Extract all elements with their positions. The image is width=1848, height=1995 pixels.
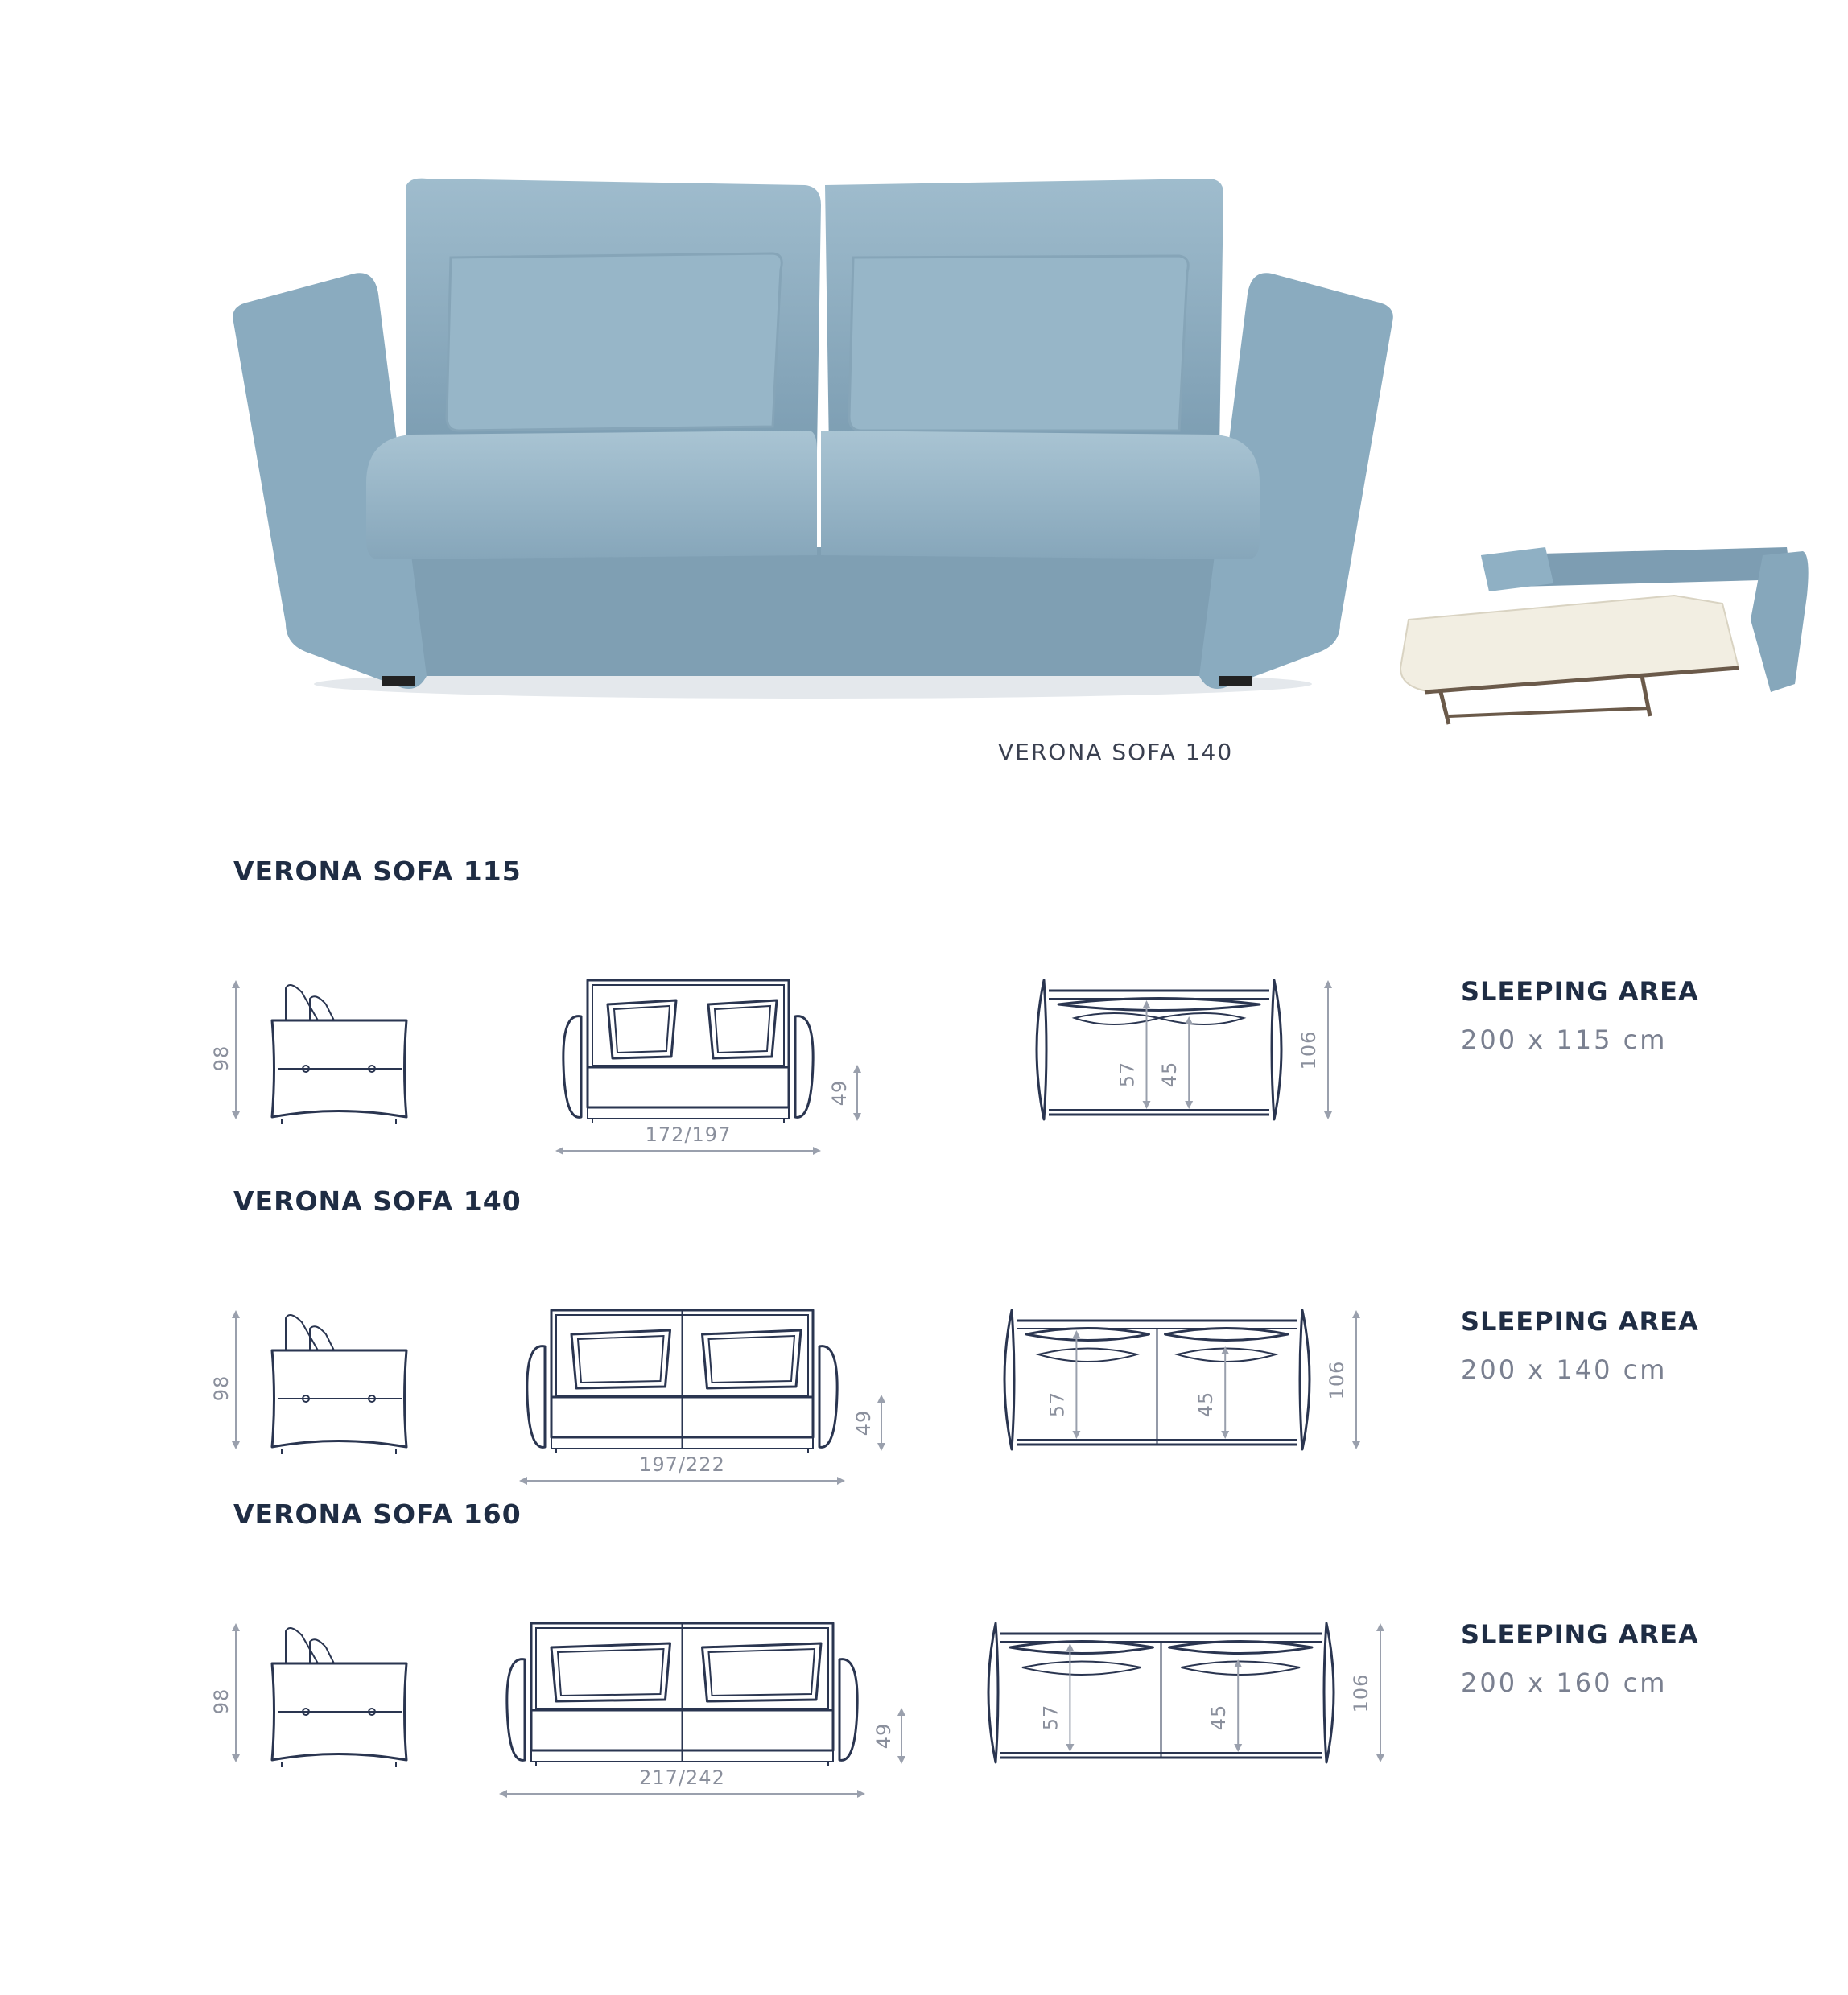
front-view-pillow-inner [709, 1336, 795, 1383]
front-view-right-arm [839, 1659, 857, 1761]
front-view-base [588, 1107, 789, 1119]
bed-dim-a-label: 57 [1116, 1061, 1139, 1088]
seat-height-label: 49 [872, 1722, 895, 1750]
bed-length-label: 106 [1297, 1030, 1320, 1070]
sleeping-area-label: SLEEPING AREA [1461, 976, 1699, 1007]
side-height-label: 98 [210, 1375, 233, 1402]
seat-height-label: 49 [828, 1079, 851, 1107]
bed-view-pillow [1022, 1662, 1141, 1676]
bed-view-left-arm [988, 1623, 998, 1762]
bed-view-pillow [1165, 1329, 1289, 1341]
bed-view-pillow [1182, 1662, 1301, 1676]
bed-view-pillow [1026, 1329, 1149, 1341]
front-view-pillow-inner [558, 1649, 664, 1696]
side-view-cushion [310, 1326, 334, 1350]
front-view-left-arm [527, 1346, 545, 1448]
bed-view-pillow [1038, 1349, 1137, 1362]
drawing-group [210, 1310, 1360, 1485]
bed-view-left-arm [1004, 1310, 1014, 1449]
model-title: VERONA SOFA 160 [233, 1498, 522, 1530]
bed-length-label: 106 [1326, 1360, 1348, 1400]
bed-dim-b-label: 45 [1158, 1061, 1182, 1088]
bed-view-right-arm [1324, 1623, 1334, 1762]
sleeping-area-value: 200 x 140 cm [1461, 1354, 1668, 1385]
width-label: 217/242 [639, 1766, 725, 1789]
bed-dim-a-label: 57 [1046, 1391, 1069, 1418]
model-title: VERONA SOFA 140 [233, 1185, 522, 1217]
bed-length-label: 106 [1350, 1673, 1372, 1713]
front-view-seat [588, 1067, 789, 1107]
bed-view-right-arm [1272, 980, 1281, 1119]
front-view-pillow-inner [614, 1006, 670, 1053]
side-view-cushion [286, 1315, 318, 1350]
side-view-cushion [310, 996, 334, 1020]
sleeping-area-value: 200 x 160 cm [1461, 1667, 1668, 1698]
hero-caption: VERONA SOFA 140 [998, 739, 1234, 765]
model-title: VERONA SOFA 115 [233, 855, 522, 887]
bed-view-pillow [1159, 1013, 1244, 1024]
side-view-cushion [286, 985, 318, 1020]
bed-dim-b-label: 45 [1207, 1704, 1231, 1731]
front-view-pillow-inner [578, 1336, 664, 1383]
sleeping-area-label: SLEEPING AREA [1461, 1306, 1699, 1337]
hero-sofa-bed-image [1384, 523, 1819, 748]
front-view-right-arm [819, 1346, 837, 1448]
side-view-cushion [310, 1639, 334, 1663]
side-height-label: 98 [210, 1688, 233, 1715]
front-view-left-arm [507, 1659, 525, 1761]
front-view-pillow-inner [709, 1649, 815, 1696]
front-view-back-inner [592, 985, 784, 1066]
drawing-group [210, 980, 1332, 1155]
bed-dim-b-label: 45 [1194, 1391, 1218, 1418]
sleeping-area-label: SLEEPING AREA [1461, 1619, 1699, 1650]
front-view-pillow-inner [715, 1006, 770, 1053]
sleeping-area-value: 200 x 115 cm [1461, 1024, 1668, 1055]
bed-view-right-arm [1300, 1310, 1310, 1449]
seat-height-label: 49 [852, 1409, 875, 1436]
bed-view-left-arm [1037, 980, 1046, 1119]
side-height-label: 98 [210, 1045, 233, 1072]
front-view-right-arm [795, 1016, 813, 1118]
side-view-cushion [286, 1628, 318, 1663]
drawing-group [210, 1623, 1384, 1798]
width-label: 172/197 [645, 1123, 732, 1146]
front-view-back [588, 980, 789, 1067]
bed-view-pillow [1010, 1642, 1153, 1654]
bed-dim-a-label: 57 [1039, 1704, 1062, 1731]
width-label: 197/222 [639, 1453, 725, 1476]
front-view-left-arm [563, 1016, 581, 1118]
hero-sofa-image [217, 161, 1409, 724]
bed-view-pillow [1058, 999, 1260, 1011]
bed-view-pillow [1169, 1642, 1313, 1654]
